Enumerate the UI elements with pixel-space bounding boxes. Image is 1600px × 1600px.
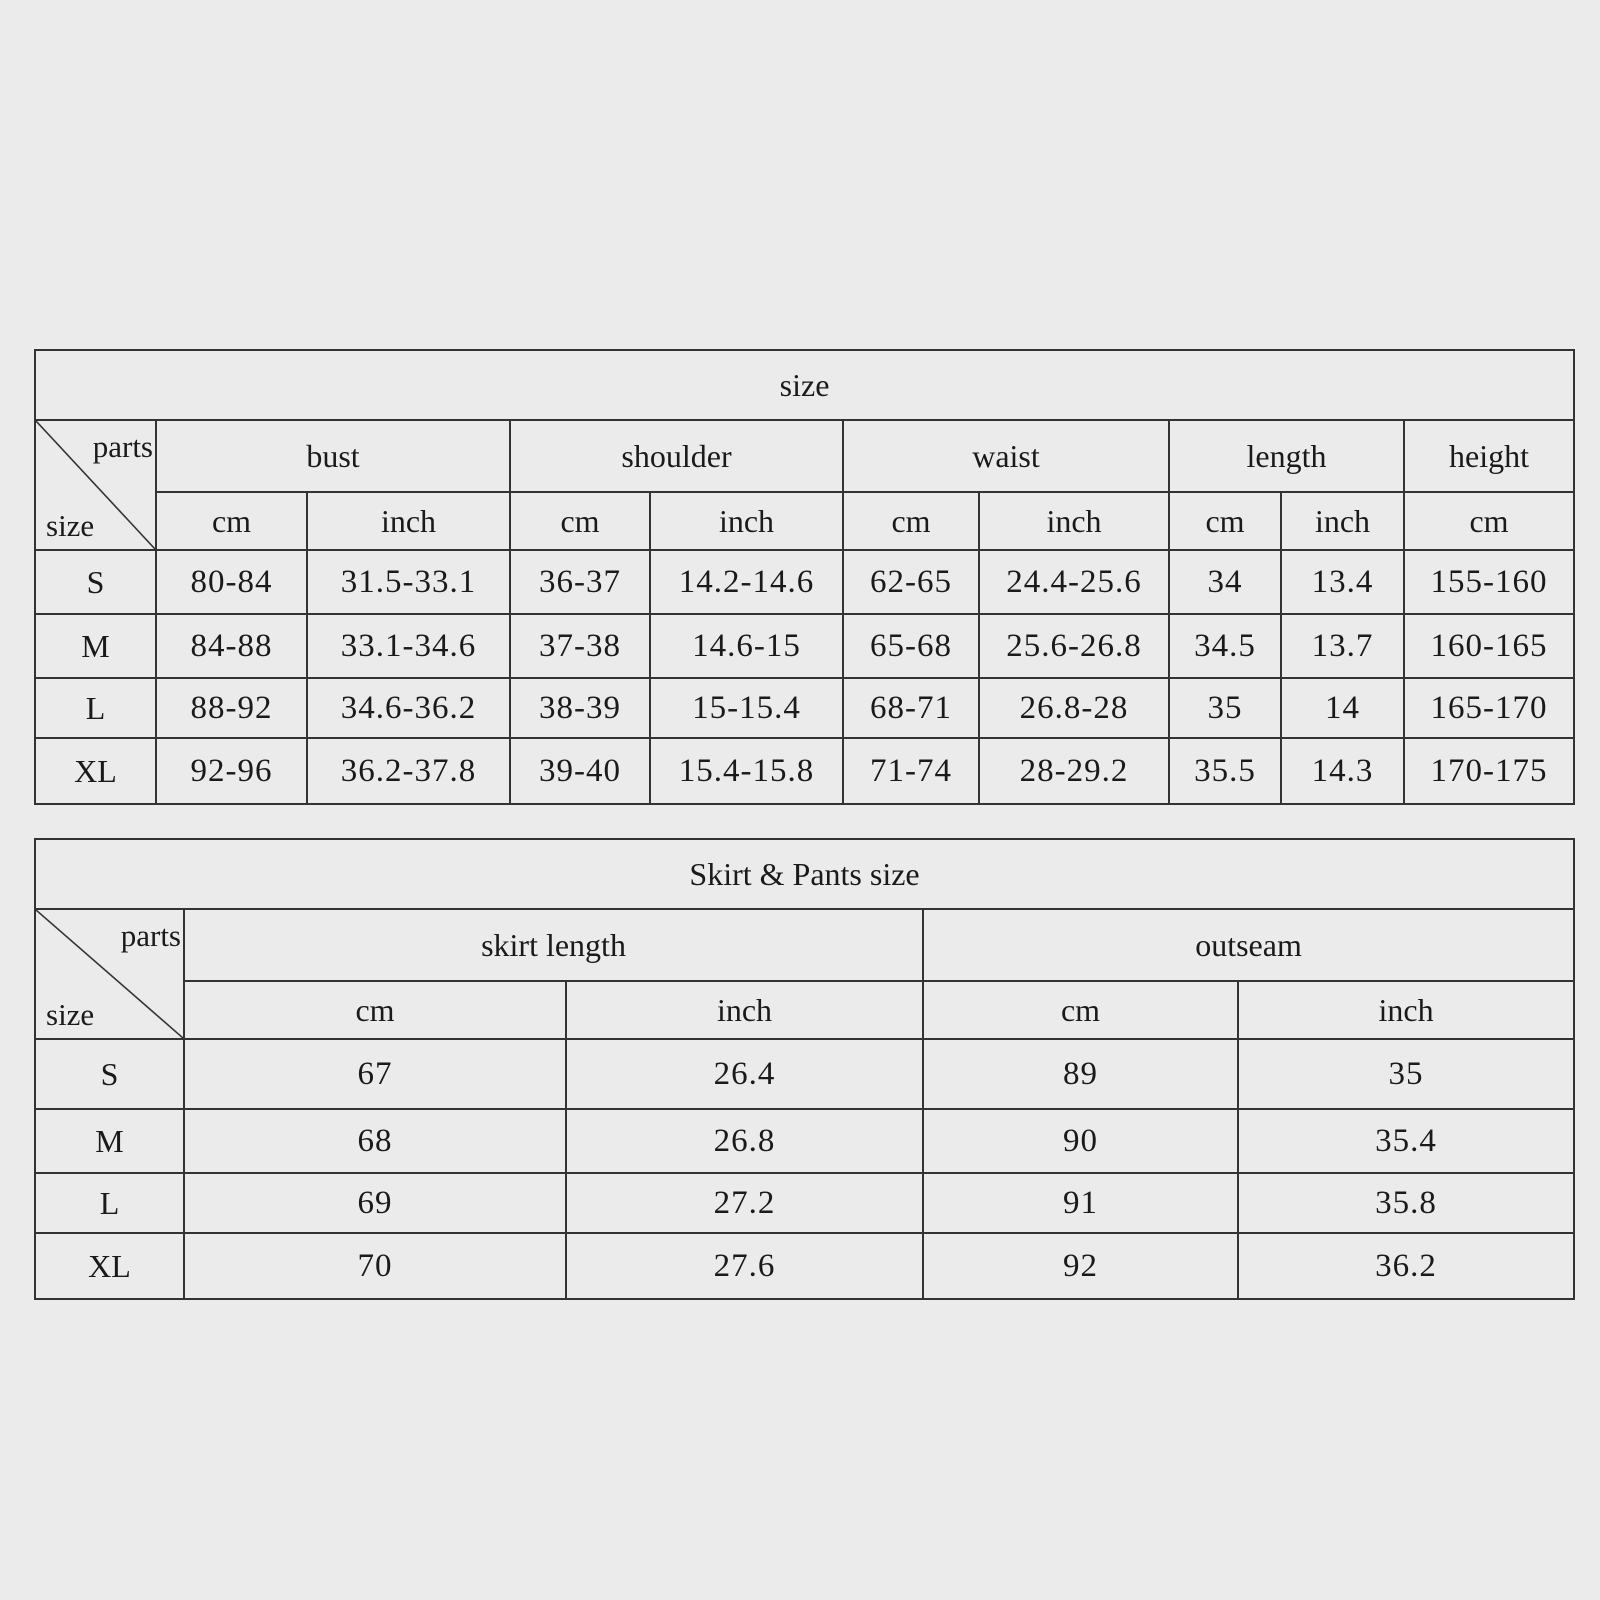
value-cell: 35.8 <box>1238 1173 1574 1233</box>
unit-header: cm <box>1169 492 1281 550</box>
value-cell: 31.5-33.1 <box>307 550 510 614</box>
group-header: skirt length <box>184 909 923 981</box>
corner-parts-label: parts <box>120 918 181 953</box>
corner-size-label: size <box>46 997 95 1032</box>
value-cell: 89 <box>923 1039 1238 1109</box>
value-cell: 91 <box>923 1173 1238 1233</box>
bottom-size-table <box>34 838 1575 1300</box>
table-row <box>35 1233 1574 1299</box>
unit-header: inch <box>979 492 1169 550</box>
unit-header: inch <box>566 981 923 1039</box>
value-cell: 25.6-26.8 <box>979 614 1169 678</box>
value-cell: 39-40 <box>510 738 650 804</box>
value-cell: 155-160 <box>1404 550 1574 614</box>
top-table-body <box>35 550 1574 804</box>
unit-header: inch <box>1238 981 1574 1039</box>
value-cell: 88-92 <box>156 678 307 738</box>
unit-header: cm <box>1404 492 1574 550</box>
unit-header: inch <box>1281 492 1404 550</box>
value-cell: 67 <box>184 1039 566 1109</box>
corner-header <box>35 909 184 1039</box>
value-cell: 26.8-28 <box>979 678 1169 738</box>
table-row <box>35 678 1574 738</box>
value-cell: 24.4-25.6 <box>979 550 1169 614</box>
table-row <box>35 614 1574 678</box>
value-cell: 80-84 <box>156 550 307 614</box>
unit-header: cm <box>184 981 566 1039</box>
size-cell: L <box>35 678 156 738</box>
value-cell: 26.8 <box>566 1109 923 1173</box>
unit-header: cm <box>510 492 650 550</box>
group-header: shoulder <box>510 420 843 492</box>
group-header: height <box>1404 420 1574 492</box>
size-cell: L <box>35 1173 184 1233</box>
value-cell: 34.6-36.2 <box>307 678 510 738</box>
table-title: Skirt & Pants size <box>35 839 1574 909</box>
value-cell: 36-37 <box>510 550 650 614</box>
size-cell: S <box>35 550 156 614</box>
unit-header: cm <box>923 981 1238 1039</box>
bottom-table-body <box>35 1039 1574 1299</box>
value-cell: 35.5 <box>1169 738 1281 804</box>
value-cell: 28-29.2 <box>979 738 1169 804</box>
value-cell: 84-88 <box>156 614 307 678</box>
unit-header: inch <box>650 492 843 550</box>
table-row <box>35 550 1574 614</box>
value-cell: 165-170 <box>1404 678 1574 738</box>
size-cell: M <box>35 614 156 678</box>
value-cell: 13.4 <box>1281 550 1404 614</box>
value-cell: 15.4-15.8 <box>650 738 843 804</box>
corner-parts-label: parts <box>92 429 153 464</box>
table-row <box>35 738 1574 804</box>
unit-header: cm <box>156 492 307 550</box>
size-cell: XL <box>35 738 156 804</box>
value-cell: 68-71 <box>843 678 979 738</box>
value-cell: 92 <box>923 1233 1238 1299</box>
value-cell: 36.2 <box>1238 1233 1574 1299</box>
value-cell: 69 <box>184 1173 566 1233</box>
group-header: outseam <box>923 909 1574 981</box>
corner-header <box>35 420 156 550</box>
value-cell: 65-68 <box>843 614 979 678</box>
top-size-table <box>34 349 1575 805</box>
size-cell: XL <box>35 1233 184 1299</box>
value-cell: 62-65 <box>843 550 979 614</box>
value-cell: 170-175 <box>1404 738 1574 804</box>
value-cell: 35.4 <box>1238 1109 1574 1173</box>
value-cell: 35 <box>1238 1039 1574 1109</box>
value-cell: 35 <box>1169 678 1281 738</box>
value-cell: 13.7 <box>1281 614 1404 678</box>
value-cell: 34 <box>1169 550 1281 614</box>
value-cell: 14 <box>1281 678 1404 738</box>
unit-header: cm <box>843 492 979 550</box>
value-cell: 15-15.4 <box>650 678 843 738</box>
value-cell: 38-39 <box>510 678 650 738</box>
table-row <box>35 1039 1574 1109</box>
table-row <box>35 1109 1574 1173</box>
table-row <box>35 1173 1574 1233</box>
value-cell: 34.5 <box>1169 614 1281 678</box>
group-header: length <box>1169 420 1404 492</box>
size-cell: S <box>35 1039 184 1109</box>
corner-size-label: size <box>46 508 95 543</box>
value-cell: 36.2-37.8 <box>307 738 510 804</box>
value-cell: 160-165 <box>1404 614 1574 678</box>
value-cell: 14.3 <box>1281 738 1404 804</box>
value-cell: 92-96 <box>156 738 307 804</box>
value-cell: 71-74 <box>843 738 979 804</box>
value-cell: 33.1-34.6 <box>307 614 510 678</box>
value-cell: 37-38 <box>510 614 650 678</box>
table-title: size <box>35 350 1574 420</box>
value-cell: 70 <box>184 1233 566 1299</box>
size-cell: M <box>35 1109 184 1173</box>
group-header: waist <box>843 420 1169 492</box>
value-cell: 27.2 <box>566 1173 923 1233</box>
group-header: bust <box>156 420 510 492</box>
value-cell: 68 <box>184 1109 566 1173</box>
unit-header: inch <box>307 492 510 550</box>
value-cell: 14.2-14.6 <box>650 550 843 614</box>
value-cell: 26.4 <box>566 1039 923 1109</box>
value-cell: 27.6 <box>566 1233 923 1299</box>
value-cell: 14.6-15 <box>650 614 843 678</box>
value-cell: 90 <box>923 1109 1238 1173</box>
